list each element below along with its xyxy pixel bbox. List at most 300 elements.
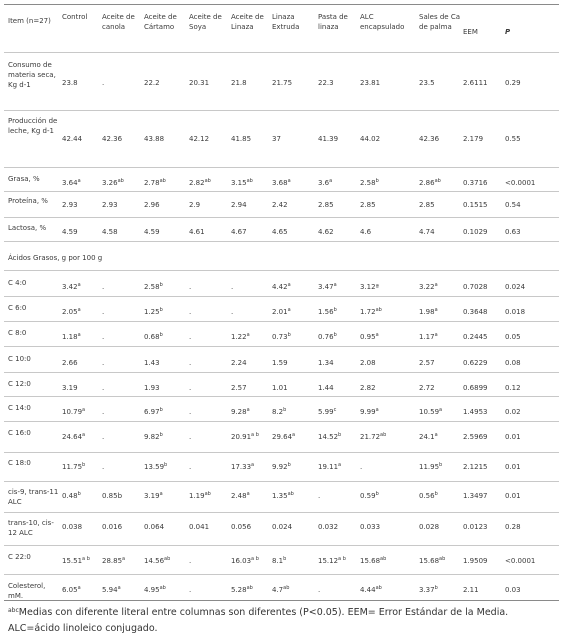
table-cell — [463, 383, 488, 393]
cell-value: 22.2 — [144, 79, 160, 87]
table-cell — [272, 491, 294, 501]
cell-value: 4.62 — [318, 228, 334, 236]
table-cell — [360, 432, 386, 442]
row-label: C 18:0 — [8, 459, 31, 467]
table-cell — [360, 178, 379, 188]
table-rule — [4, 421, 559, 422]
table-cell — [144, 200, 160, 210]
table-cell — [144, 407, 163, 417]
table-rule — [4, 545, 559, 546]
table-cell — [231, 585, 253, 595]
table-cell — [62, 282, 81, 292]
table-cell — [360, 358, 376, 368]
table-cell — [505, 332, 521, 342]
cell-value: 0.03 — [505, 586, 521, 594]
significance-letter: b — [159, 432, 163, 438]
cell-value: 1.01 — [272, 384, 288, 392]
column-header-control: Control — [62, 13, 88, 21]
table-cell — [318, 200, 334, 210]
cell-value: . — [189, 433, 192, 441]
cell-value: 3.47 — [318, 283, 334, 291]
cell-value: . — [102, 283, 105, 291]
table-rule — [4, 372, 559, 373]
cell-value: 3.19 — [62, 384, 78, 392]
table-cell — [102, 383, 104, 393]
table-rule — [4, 270, 559, 271]
table-cell — [62, 491, 81, 501]
table-cell — [505, 307, 525, 317]
cell-value: 0.018 — [505, 308, 526, 316]
significance-letter: a — [77, 282, 81, 288]
significance-letter: ab — [375, 585, 382, 591]
significance-letter: ab — [380, 432, 387, 438]
table-cell — [189, 383, 191, 393]
cell-value: 3.68 — [272, 179, 288, 187]
table-rule — [4, 321, 559, 322]
table-cell — [463, 332, 488, 342]
row-label: C 4:0 — [8, 279, 27, 287]
table-cell — [189, 332, 191, 342]
cell-value: 19.11 — [318, 463, 339, 471]
cell-value: 2.78 — [144, 179, 160, 187]
cell-value: <0.0001 — [505, 179, 536, 187]
row-label: Consumo de materia seca, Kg d-1 — [8, 61, 56, 89]
cell-value: 2.93 — [102, 201, 118, 209]
table-cell — [102, 200, 118, 210]
cell-value: 3.12ª — [360, 283, 379, 291]
table-rule — [4, 296, 559, 297]
cell-value: 0.3648 — [463, 308, 488, 316]
cell-value: 23.5 — [419, 79, 435, 87]
column-header-soya: Aceite de Soya — [189, 13, 222, 31]
table-cell — [419, 227, 435, 237]
table-cell — [231, 522, 251, 532]
table-cell — [62, 134, 82, 144]
cell-value: 1.22 — [231, 333, 247, 341]
significance-letter: ab — [204, 491, 211, 497]
cell-value: . — [102, 333, 105, 341]
table-cell — [189, 522, 209, 532]
table-cell — [463, 282, 488, 292]
significance-letter: a b — [338, 556, 346, 562]
cell-value: 0.68 — [144, 333, 160, 341]
cell-value: . — [189, 308, 192, 316]
cell-value: 15.12 — [318, 557, 339, 565]
table-cell — [360, 307, 382, 317]
significance-letter: b — [333, 307, 337, 313]
table-cell — [62, 585, 81, 595]
table-cell — [102, 332, 104, 342]
cell-value: 2.82 — [360, 384, 376, 392]
row-label: C 14:0 — [8, 404, 31, 412]
footnote-marker: abc — [8, 607, 19, 614]
significance-letter: a — [434, 307, 438, 313]
table-cell — [231, 383, 247, 393]
table-cell — [189, 585, 191, 595]
cell-value: 4.7 — [272, 586, 284, 594]
table-cell — [463, 78, 488, 88]
table-cell — [419, 491, 438, 501]
table-cell — [360, 78, 380, 88]
significance-letter: ab — [287, 491, 294, 497]
cell-value: 5.99 — [318, 408, 334, 416]
table-cell — [231, 432, 259, 442]
table-cell — [419, 522, 439, 532]
table-cell — [272, 407, 286, 417]
cell-value: 0.2445 — [463, 333, 488, 341]
table-cell — [419, 462, 442, 472]
cell-value: 23.8 — [62, 79, 78, 87]
cell-value: 0.48 — [62, 492, 78, 500]
significance-letter: a — [82, 407, 86, 413]
table-cell — [360, 227, 371, 237]
table-cell — [144, 556, 170, 566]
cell-value: 1.59 — [272, 359, 288, 367]
table-rule — [4, 167, 559, 168]
table-cell — [419, 407, 442, 417]
table-cell — [463, 178, 488, 188]
significance-letter: a — [434, 282, 438, 288]
cell-value: 0.038 — [62, 523, 83, 531]
table-cell — [318, 332, 337, 342]
cell-value: . — [189, 333, 192, 341]
significance-letter: b — [375, 178, 379, 184]
table-cell — [419, 556, 445, 566]
table-cell — [272, 556, 286, 566]
column-header-p: P — [505, 28, 511, 36]
cell-value: 0.1029 — [463, 228, 488, 236]
table-cell — [505, 178, 535, 188]
table-cell — [505, 134, 521, 144]
table-cell — [231, 556, 259, 566]
column-header-alc: ALC encapsulado — [360, 13, 405, 31]
column-header-linaza-ext: Linaza Extruda — [272, 13, 300, 31]
cell-value: 13.59 — [144, 463, 165, 471]
cell-value: 0.7028 — [463, 283, 488, 291]
cell-value: 15.51 — [62, 557, 83, 565]
cell-value: 20.91 — [231, 433, 252, 441]
table-cell — [360, 134, 380, 144]
cell-value: 11.95 — [419, 463, 440, 471]
significance-letter: a — [159, 491, 163, 497]
table-cell — [231, 282, 233, 292]
cell-value: 8.2 — [272, 408, 284, 416]
table-cell — [272, 178, 291, 188]
significance-letter: a — [375, 332, 379, 338]
table-cell — [318, 522, 338, 532]
table-cell — [144, 491, 163, 501]
table-cell — [189, 556, 191, 566]
significance-letter: b — [283, 556, 287, 562]
cell-value: 41.85 — [231, 135, 252, 143]
significance-letter: a — [439, 407, 443, 413]
table-cell — [505, 585, 521, 595]
table-cell — [189, 491, 211, 501]
cell-value: 2.48 — [231, 492, 247, 500]
cell-value: 0.63 — [505, 228, 521, 236]
table-cell — [102, 282, 104, 292]
significance-letter: b — [338, 432, 342, 438]
significance-letter: a b — [82, 556, 90, 562]
significance-letter: a — [434, 332, 438, 338]
significance-letter: ab — [159, 178, 166, 184]
table-cell — [102, 585, 121, 595]
cell-value: 1.17 — [419, 333, 435, 341]
cell-value: 2.82 — [189, 179, 205, 187]
table-cell — [102, 358, 104, 368]
table-cell — [231, 78, 247, 88]
table-cell — [463, 134, 483, 144]
cell-value: 1.43 — [144, 359, 160, 367]
cell-value: 1.56 — [318, 308, 334, 316]
table-cell — [463, 358, 488, 368]
table-cell — [360, 556, 386, 566]
table-cell — [62, 227, 78, 237]
cell-value: 0.05 — [505, 333, 521, 341]
table-cell — [189, 134, 209, 144]
table-cell — [272, 227, 288, 237]
table-rule — [4, 217, 559, 218]
cell-value: 3.15 — [231, 179, 247, 187]
cell-value: 3.19 — [144, 492, 160, 500]
cell-value: 2.11 — [463, 586, 479, 594]
significance-letter: b — [375, 491, 379, 497]
table-cell — [318, 432, 341, 442]
cell-value: 29.64 — [272, 433, 293, 441]
significance-letter: a — [292, 432, 296, 438]
table-cell — [231, 134, 251, 144]
table-cell — [189, 178, 211, 188]
cell-value: 1.72 — [360, 308, 376, 316]
column-header-canola: Aceite de canola — [102, 13, 135, 31]
table-cell — [102, 227, 118, 237]
table-cell — [189, 462, 191, 472]
significance-letter: a — [251, 462, 255, 468]
table-cell — [272, 200, 288, 210]
table-cell — [102, 522, 122, 532]
footnote — [8, 606, 508, 620]
cell-value: 42.44 — [62, 135, 83, 143]
table-cell — [144, 282, 163, 292]
significance-letter: b — [283, 407, 287, 413]
cell-value: . — [102, 433, 105, 441]
cell-value: 2.6111 — [463, 79, 488, 87]
table-cell — [102, 462, 104, 472]
significance-letter: a — [375, 407, 379, 413]
cell-value: 2.42 — [272, 201, 288, 209]
table-cell — [360, 200, 376, 210]
cell-value: 3.42 — [62, 283, 78, 291]
table-cell — [419, 383, 435, 393]
significance-letter: b — [439, 462, 443, 468]
table-rule — [4, 574, 559, 575]
cell-value: 4.59 — [62, 228, 78, 236]
table-rule — [4, 452, 559, 453]
significance-letter: a — [77, 178, 81, 184]
significance-letter: a — [434, 432, 438, 438]
cell-value: 42.36 — [419, 135, 440, 143]
significance-letter: a — [122, 556, 126, 562]
table-cell — [463, 522, 488, 532]
cell-value: 0.6899 — [463, 384, 488, 392]
table-rule — [4, 512, 559, 513]
table-cell — [189, 282, 191, 292]
cell-value: 2.86 — [419, 179, 435, 187]
significance-letter: ab — [159, 585, 166, 591]
cell-value: 2.94 — [231, 201, 247, 209]
cell-value: 2.179 — [463, 135, 484, 143]
row-label: C 8:0 — [8, 329, 27, 337]
cell-value: 0.54 — [505, 201, 521, 209]
cell-value: 0.024 — [272, 523, 293, 531]
row-label: Lactosa, % — [8, 224, 47, 232]
table-rule — [4, 396, 559, 397]
cell-value: 0.056 — [231, 523, 252, 531]
cell-value: 42.12 — [189, 135, 210, 143]
table-cell — [62, 178, 81, 188]
table-cell — [505, 358, 521, 368]
table-cell — [419, 282, 438, 292]
cell-value: 21.8 — [231, 79, 247, 87]
significance-letter: a — [329, 178, 333, 184]
significance-letter: a b — [251, 556, 259, 562]
table-cell — [144, 178, 166, 188]
cell-value: . — [189, 408, 192, 416]
cell-value: . — [231, 283, 234, 291]
cell-value: 4.61 — [189, 228, 205, 236]
table-cell — [231, 200, 247, 210]
table-cell — [360, 332, 379, 342]
table-cell — [318, 407, 336, 417]
cell-value: . — [102, 308, 105, 316]
table-cell — [419, 178, 441, 188]
table-cell — [463, 307, 488, 317]
cell-value: 21.72 — [360, 433, 381, 441]
table-cell — [318, 383, 334, 393]
significance-letter: a — [333, 282, 337, 288]
cell-value: 2.85 — [360, 201, 376, 209]
significance-letter: b — [159, 407, 163, 413]
table-cell — [231, 491, 250, 501]
cell-value: 2.72 — [419, 384, 435, 392]
cell-value: 0.02 — [505, 408, 521, 416]
cell-value: 0.016 — [102, 523, 123, 531]
row-label: cis-9, trans-11 ALC — [8, 488, 59, 506]
row-label: C 12:0 — [8, 380, 31, 388]
cell-value: 0.08 — [505, 359, 521, 367]
table-cell — [272, 432, 295, 442]
significance-letter: ab — [164, 556, 171, 562]
cell-value: 3.26 — [102, 179, 118, 187]
cell-value: 0.12 — [505, 384, 521, 392]
significance-letter: ab — [117, 178, 124, 184]
cell-value: . — [231, 308, 234, 316]
cell-value: 24.1 — [419, 433, 435, 441]
significance-letter: a — [287, 178, 291, 184]
footnote-text: Medias con diferente literal entre columnas son diferentes (P<0.05). EEM= Error Estándar de la Media. — [18, 607, 509, 618]
table-cell — [62, 358, 78, 368]
table-cell — [360, 462, 362, 472]
cell-value: 0.028 — [419, 523, 440, 531]
table-cell — [463, 585, 479, 595]
table-cell — [463, 462, 488, 472]
column-header-cartamo: Aceite de Cártamo — [144, 13, 177, 31]
cell-value: . — [318, 586, 321, 594]
significance-letter: a b — [251, 432, 259, 438]
cell-value: 4.74 — [419, 228, 435, 236]
significance-letter: ab — [439, 556, 446, 562]
row-label: C 6:0 — [8, 304, 27, 312]
cell-value: 5.28 — [231, 586, 247, 594]
cell-value: 9.99 — [360, 408, 376, 416]
cell-value: 43.88 — [144, 135, 165, 143]
table-cell — [318, 134, 338, 144]
significance-letter: a — [117, 585, 121, 591]
cell-value: 2.85 — [318, 201, 334, 209]
table-cell — [505, 491, 521, 501]
significance-letter: ab — [246, 585, 253, 591]
cell-value: 0.01 — [505, 492, 521, 500]
cell-value: 0.3716 — [463, 179, 488, 187]
cell-value: 3.64 — [62, 179, 78, 187]
table-cell — [360, 383, 376, 393]
cell-value: 1.35 — [272, 492, 288, 500]
cell-value: 10.79 — [62, 408, 83, 416]
table-cell — [272, 522, 292, 532]
table-cell — [318, 491, 320, 501]
cell-value: . — [102, 408, 105, 416]
section-label-fatty-acids: Ácidos Grasos, g por 100 g — [8, 254, 103, 262]
table-cell — [62, 307, 81, 317]
cell-value: 1.3497 — [463, 492, 488, 500]
table-cell — [189, 307, 191, 317]
cell-value: 10.59 — [419, 408, 440, 416]
cell-value: . — [189, 463, 192, 471]
table-cell — [318, 462, 341, 472]
cell-value: 0.024 — [505, 283, 526, 291]
table-rule — [4, 600, 559, 601]
table-cell — [272, 332, 291, 342]
cell-value: 9.82 — [144, 433, 160, 441]
cell-value: 0.55 — [505, 135, 521, 143]
table-cell — [144, 358, 160, 368]
significance-letter: ab — [246, 178, 253, 184]
significance-letter: b — [77, 491, 81, 497]
table-cell — [360, 491, 379, 501]
cell-value: 4.67 — [231, 228, 247, 236]
cell-value: 24.64 — [62, 433, 83, 441]
table-rule — [4, 241, 559, 242]
table-cell — [360, 522, 380, 532]
cell-value: 2.96 — [144, 201, 160, 209]
cell-value: 4.6 — [360, 228, 372, 236]
cell-value: 1.9509 — [463, 557, 488, 565]
table-cell — [505, 200, 521, 210]
cell-value: 11.75 — [62, 463, 83, 471]
cell-value: 1.34 — [318, 359, 334, 367]
cell-value: 0.041 — [189, 523, 210, 531]
cell-value: 2.9 — [189, 201, 201, 209]
significance-letter: ab — [434, 178, 441, 184]
cell-value: 2.08 — [360, 359, 376, 367]
table-cell — [318, 307, 337, 317]
cell-value: 15.68 — [419, 557, 440, 565]
cell-value: 9.28 — [231, 408, 247, 416]
table-cell — [505, 282, 525, 292]
table-cell — [419, 307, 438, 317]
table-cell — [419, 134, 439, 144]
cell-value: 0.6229 — [463, 359, 488, 367]
